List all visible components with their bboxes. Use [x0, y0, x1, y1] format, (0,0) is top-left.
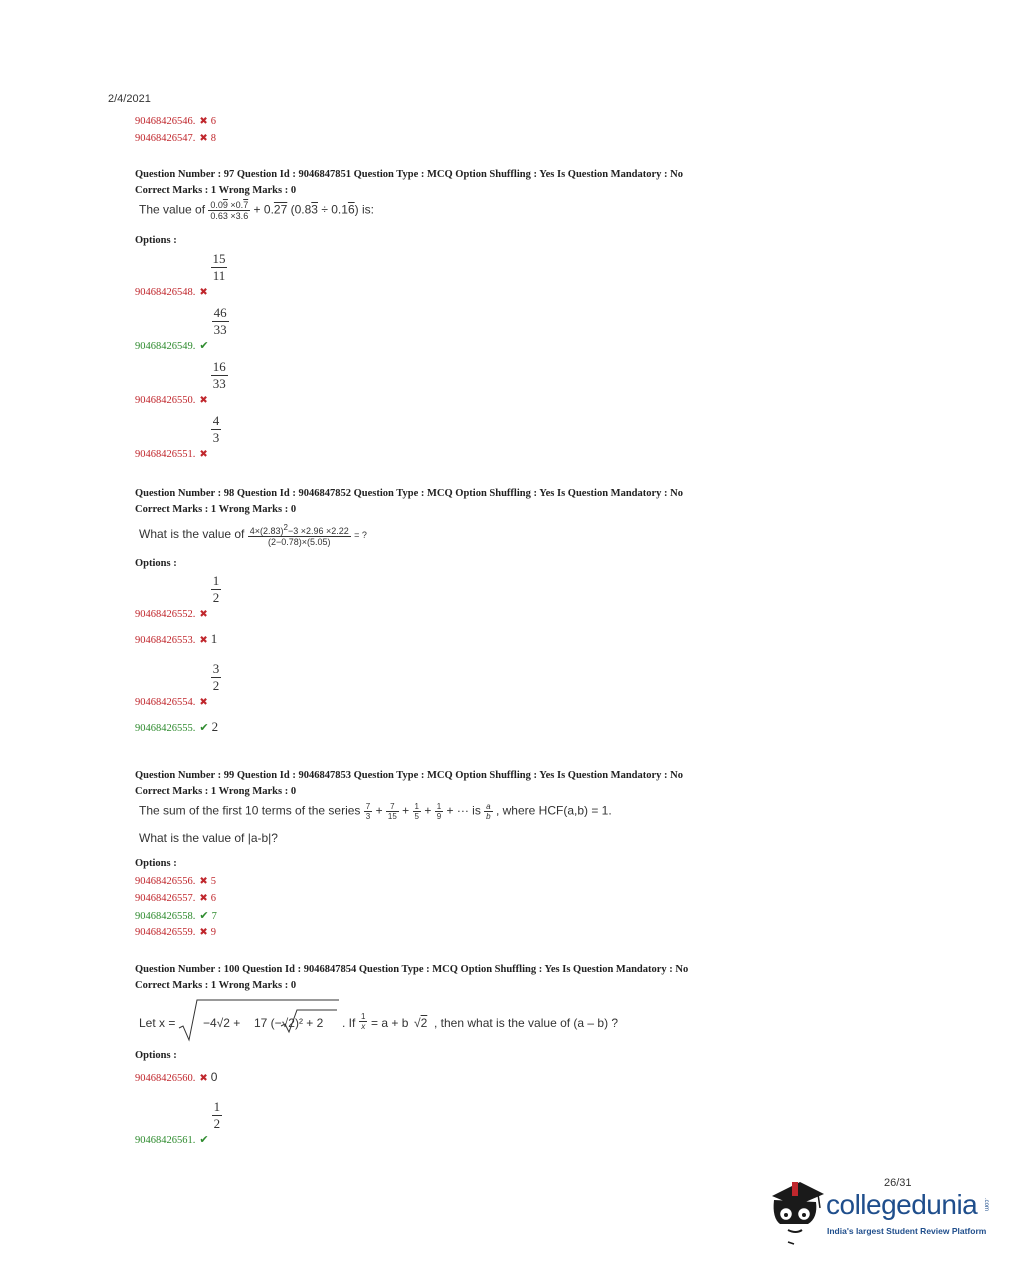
- option-id: 90468426547.: [135, 133, 196, 144]
- question-meta: Question Number : 99 Question Id : 9046847853 Question Type : MCQ Option Shuffling : Yes Is Question Mandatory : No: [135, 770, 683, 781]
- options-label: Options :: [135, 858, 177, 869]
- option-row: [135, 359, 228, 406]
- question-meta: Question Number : 98 Question Id : 9046847852 Question Type : MCQ Option Shuffling : Yes Is Question Mandatory : No: [135, 488, 683, 499]
- option-id: 90468426554.: [135, 696, 196, 708]
- option-row: [135, 413, 221, 460]
- option-row: [135, 875, 216, 889]
- question-marks: Correct Marks : 1 Wrong Marks : 0: [135, 504, 297, 515]
- option-id: 90468426559.: [135, 927, 196, 938]
- option-value: 1: [210, 631, 218, 646]
- page-number: 26/31: [884, 1177, 912, 1189]
- wrong-icon: ✖: [199, 893, 208, 904]
- option-row: [135, 661, 221, 708]
- option-fraction: $\frac{46}{33}$: [213, 305, 227, 337]
- option-id: 90468426555.: [135, 723, 196, 734]
- option-value: 9: [210, 927, 217, 938]
- options-label: Options :: [135, 1050, 177, 1061]
- question-100-header: [135, 962, 688, 994]
- question-97-header: [135, 167, 683, 199]
- correct-icon: ✔: [199, 1133, 209, 1146]
- correct-icon: ✔: [199, 722, 209, 734]
- brand-logo-text: collegedunia: [826, 1189, 978, 1220]
- question-99-text-line2: What is the value of |a-b|?: [139, 831, 278, 845]
- fraction: $\frac{1}{x}$: [361, 1012, 366, 1031]
- option-id: 90468426552.: [135, 608, 196, 620]
- wrong-icon: ✖: [199, 927, 208, 938]
- option-id: 90468426557.: [135, 893, 196, 904]
- option-row: [135, 632, 217, 648]
- question-99-header: [135, 768, 683, 800]
- option-row: [135, 892, 216, 906]
- option-id: 90468426553.: [135, 635, 196, 646]
- option-row: [135, 115, 216, 129]
- fraction: $\frac{1}{9}$: [436, 802, 442, 821]
- question-meta: Question Number : 100 Question Id : 9046847854 Question Type : MCQ Option Shuffling : Yes Is Question Mandatory : No: [135, 964, 689, 975]
- option-value: 5: [210, 876, 217, 887]
- options-label: Options :: [135, 558, 177, 569]
- fraction: $\frac{1}{5}$: [414, 802, 419, 821]
- option-id: 90468426548.: [135, 286, 196, 298]
- correct-icon: ✔: [199, 339, 209, 352]
- option-fraction: $\frac{16}{33}$: [212, 359, 226, 391]
- brand-dotcom: .com: [983, 1198, 989, 1212]
- option-row: [135, 720, 218, 736]
- option-value: 2: [211, 719, 219, 734]
- option-row: [135, 573, 221, 620]
- option-fraction: $\frac{1}{2}$: [213, 1099, 221, 1131]
- wrong-icon: ✖: [199, 1073, 208, 1084]
- option-fraction: $\frac{1}{2}$: [212, 573, 220, 605]
- fraction: $\frac{7}{3}$: [365, 802, 371, 821]
- option-row: [135, 909, 217, 924]
- option-row: [135, 1099, 222, 1146]
- wrong-icon: ✖: [199, 394, 208, 406]
- wrong-icon: ✖: [199, 696, 208, 708]
- correct-icon: ✔: [199, 910, 209, 922]
- option-id: 90468426551.: [135, 448, 196, 460]
- wrong-icon: ✖: [199, 286, 208, 298]
- option-id: 90468426558.: [135, 911, 196, 922]
- option-row: [135, 926, 216, 940]
- option-id: 90468426550.: [135, 394, 196, 406]
- option-row: [135, 305, 229, 352]
- option-value: 6: [210, 116, 217, 127]
- question-98-header: [135, 486, 683, 518]
- wrong-icon: ✖: [199, 635, 208, 646]
- option-value: 8: [210, 133, 217, 144]
- option-value: 7: [211, 911, 217, 922]
- option-id: 90468426549.: [135, 340, 196, 352]
- option-row: [135, 251, 227, 298]
- wrong-icon: ✖: [199, 116, 208, 127]
- wrong-icon: ✖: [199, 133, 208, 144]
- fraction: $\frac{a}{b}$: [486, 802, 491, 821]
- option-value: 0: [210, 1070, 218, 1084]
- question-98-text: What is the value of $\frac{4\times(2.83)^2-3 \times 2.96 \times 2.22}{(2-0.78)\times(5.05)}$ = ?: [139, 523, 367, 547]
- question-marks: Correct Marks : 1 Wrong Marks : 0: [135, 786, 297, 797]
- option-value: 6: [210, 893, 217, 904]
- question-99-text: The sum of the first 10 terms of the series $\frac{7}{3}$ + $\frac{7}{15}$ + $\frac{1}{5}$ + $\frac{1}{9}$ + ··· is $\frac{a}{b}$ , where HCF(a,b) = 1.: [139, 802, 612, 821]
- option-row: [135, 132, 216, 146]
- wrong-icon: ✖: [199, 876, 208, 887]
- fraction: $\frac{4\times(2.83)^2-3 \times 2.96 \times 2.22}{(2-0.78)\times(5.05)}$: [249, 523, 349, 547]
- fraction: $\frac{0.09 \times 0.7}{0.63 \times 3.6}$: [210, 200, 249, 221]
- question-marks: Correct Marks : 1 Wrong Marks : 0: [135, 185, 297, 196]
- option-id: 90468426556.: [135, 876, 196, 887]
- option-id: 90468426560.: [135, 1073, 196, 1084]
- print-date: 2/4/2021: [108, 93, 151, 105]
- option-fraction: $\frac{15}{11}$: [212, 251, 226, 283]
- wrong-icon: ✖: [199, 448, 208, 460]
- option-fraction: $\frac{4}{3}$: [212, 413, 220, 445]
- question-meta: Question Number : 97 Question Id : 9046847851 Question Type : MCQ Option Shuffling : Yes Is Question Mandatory : No: [135, 169, 683, 180]
- collegedunia-mascot-icon: [766, 1178, 826, 1246]
- option-row: [135, 1070, 217, 1086]
- fraction: $\frac{7}{15}$: [387, 802, 397, 821]
- question-97-text: The value of $\frac{0.09 \times 0.7}{0.63 \times 3.6}$ + 0.27 (0.83 ÷ 0.16) is:: [139, 200, 374, 221]
- option-id: 90468426561.: [135, 1134, 196, 1146]
- question-marks: Correct Marks : 1 Wrong Marks : 0: [135, 980, 297, 991]
- options-label: Options :: [135, 235, 177, 246]
- option-id: 90468426546.: [135, 116, 196, 127]
- wrong-icon: ✖: [199, 608, 208, 620]
- brand-tagline: India's largest Student Review Platform: [827, 1226, 987, 1236]
- option-fraction: $\frac{3}{2}$: [212, 661, 220, 693]
